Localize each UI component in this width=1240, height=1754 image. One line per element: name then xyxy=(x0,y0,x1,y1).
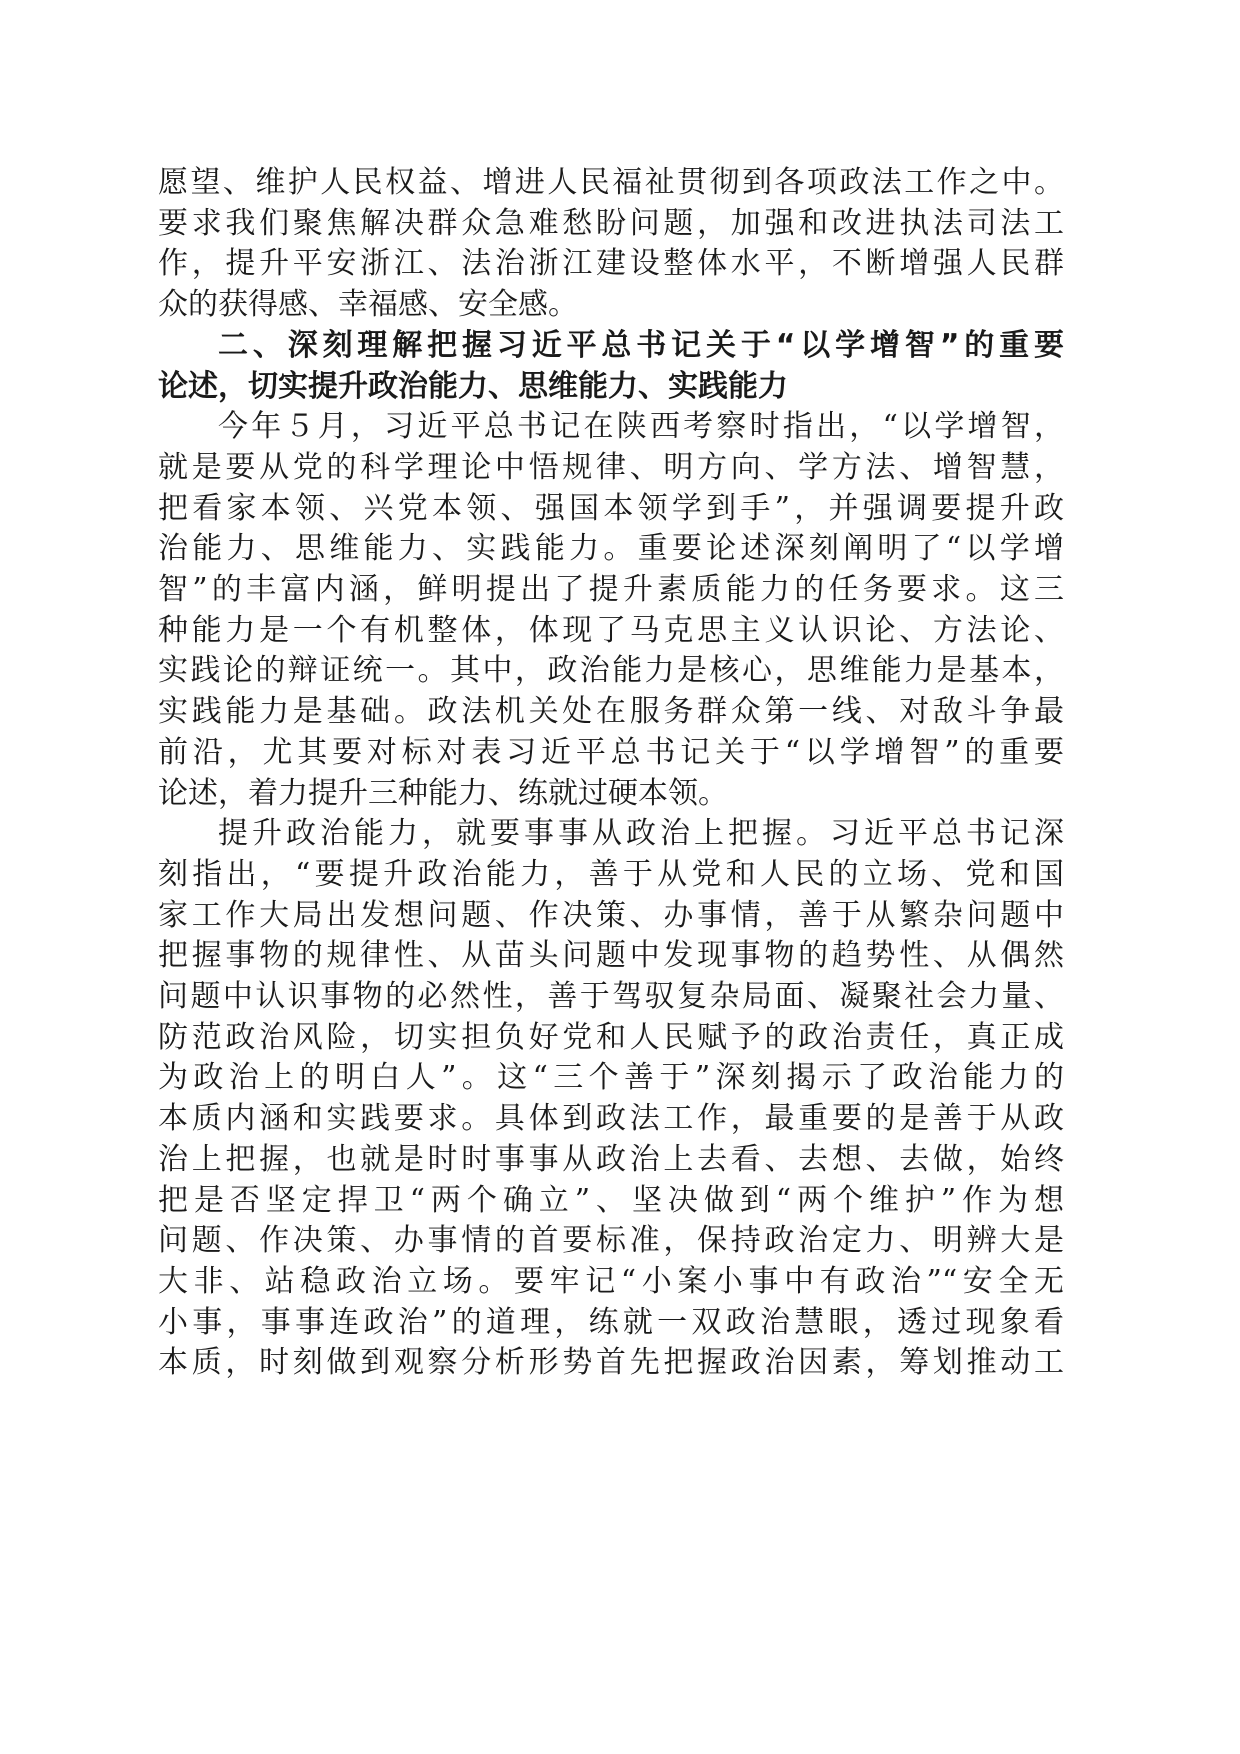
line-text: 实践能力是基础。政法机关处在服务群众第一线、对敌斗争最 xyxy=(158,694,1064,730)
paragraph-line xyxy=(0,527,1240,571)
paragraph-line xyxy=(0,853,1240,897)
paragraph-line xyxy=(0,161,1240,205)
line-text: 愿望、维护人民权益、增进人民福祉贯彻到各项政法工作之中。 xyxy=(158,165,1064,200)
line-text: 本质内涵和实践要求。具体到政法工作，最重要的是善于从政 xyxy=(158,1101,1064,1137)
paragraph-line xyxy=(0,1056,1240,1100)
paragraph-line xyxy=(0,405,1240,449)
line-text: 二、深刻理解把握习近平总书记关于“以学增智”的重要 xyxy=(218,327,1064,363)
line-text: 小事，事事连政治”的道理，练就一双政治慧眼，透过现象看 xyxy=(158,1304,1064,1340)
line-text: 治上把握，也就是时时事事从政治上去看、去想、去做，始终 xyxy=(158,1141,1064,1177)
paragraph-line xyxy=(0,649,1240,693)
paragraph-line xyxy=(0,1097,1240,1141)
paragraph-line xyxy=(0,1138,1240,1182)
paragraph-line xyxy=(0,975,1240,1019)
paragraph-line xyxy=(0,487,1240,531)
line-text: 把握事物的规律性、从苗头问题中发现事物的趋势性、从偶然 xyxy=(158,938,1064,974)
line-text: 论述，切实提升政治能力、思维能力、实践能力 xyxy=(158,368,788,404)
line-text: 刻指出，“要提升政治能力，善于从党和人民的立场、党和国 xyxy=(158,856,1064,892)
line-text: 家工作大局出发想问题、作决策、办事情，善于从繁杂问题中 xyxy=(158,897,1064,933)
paragraph-line xyxy=(0,934,1240,978)
line-text: 把是否坚定捍卫“两个确立”、坚决做到“两个维护”作为想 xyxy=(158,1182,1064,1218)
paragraph-line xyxy=(0,894,1240,938)
paragraph-line xyxy=(0,202,1240,246)
line-text: 治能力、思维能力、实践能力。重要论述深刻阐明了“以学增 xyxy=(158,531,1064,567)
paragraph-line xyxy=(0,812,1240,856)
paragraph-line xyxy=(0,242,1240,286)
line-text: 提升政治能力，就要事事从政治上把握。习近平总书记深 xyxy=(218,816,1064,852)
paragraph-line xyxy=(0,446,1240,490)
paragraph-line xyxy=(0,772,1240,816)
line-text: 为政治上的明白人”。这“三个善于”深刻揭示了政治能力的 xyxy=(158,1060,1064,1096)
paragraph-line xyxy=(0,1016,1240,1060)
line-text: 种能力是一个有机整体，体现了马克思主义认识论、方法论、 xyxy=(158,612,1064,648)
line-text: 作，提升平安浙江、法治浙江建设整体水平，不断增强人民群 xyxy=(158,246,1064,282)
line-text: 大非、站稳政治立场。要牢记“小案小事中有政治”“安全无 xyxy=(158,1263,1064,1299)
line-text: 实践论的辩证统一。其中，政治能力是核心，思维能力是基本， xyxy=(158,653,1064,689)
line-text: 防范政治风险，切实担负好党和人民赋予的政治责任，真正成 xyxy=(158,1019,1064,1055)
line-text: 今年５月，习近平总书记在陕西考察时指出，“以学增智， xyxy=(218,409,1064,445)
section-heading-line xyxy=(0,365,1240,409)
paragraph-line xyxy=(0,1341,1240,1385)
paragraph-line xyxy=(0,731,1240,775)
paragraph-line xyxy=(0,609,1240,653)
paragraph-line xyxy=(0,1301,1240,1345)
paragraph-line xyxy=(0,283,1240,327)
line-text: 前沿，尤其要对标对表习近平总书记关于“以学增智”的重要 xyxy=(158,734,1064,770)
line-text: 把看家本领、兴党本领、强国本领学到手”，并强调要提升政 xyxy=(158,490,1064,526)
line-text: 问题中认识事物的必然性，善于驾驭复杂局面、凝聚社会力量、 xyxy=(158,979,1064,1014)
line-text: 智”的丰富内涵，鲜明提出了提升素质能力的任务要求。这三 xyxy=(158,572,1064,607)
line-text: 众的获得感、幸福感、安全感。 xyxy=(158,287,578,323)
paragraph-line xyxy=(0,690,1240,734)
paragraph-line xyxy=(0,1260,1240,1304)
line-text: 论述，着力提升三种能力、练就过硬本领。 xyxy=(158,775,728,811)
paragraph-line xyxy=(0,568,1240,612)
section-heading-line xyxy=(0,324,1240,368)
line-text: 要求我们聚焦解决群众急难愁盼问题，加强和改进执法司法工 xyxy=(158,205,1064,241)
paragraph-line xyxy=(0,1219,1240,1263)
paragraph-line xyxy=(0,1179,1240,1223)
line-text: 就是要从党的科学理论中悟规律、明方向、学方法、增智慧， xyxy=(158,449,1064,485)
line-text: 问题、作决策、办事情的首要标准，保持政治定力、明辨大是 xyxy=(158,1223,1064,1259)
line-text: 本质，时刻做到观察分析形势首先把握政治因素，筹划推动工 xyxy=(158,1345,1064,1381)
